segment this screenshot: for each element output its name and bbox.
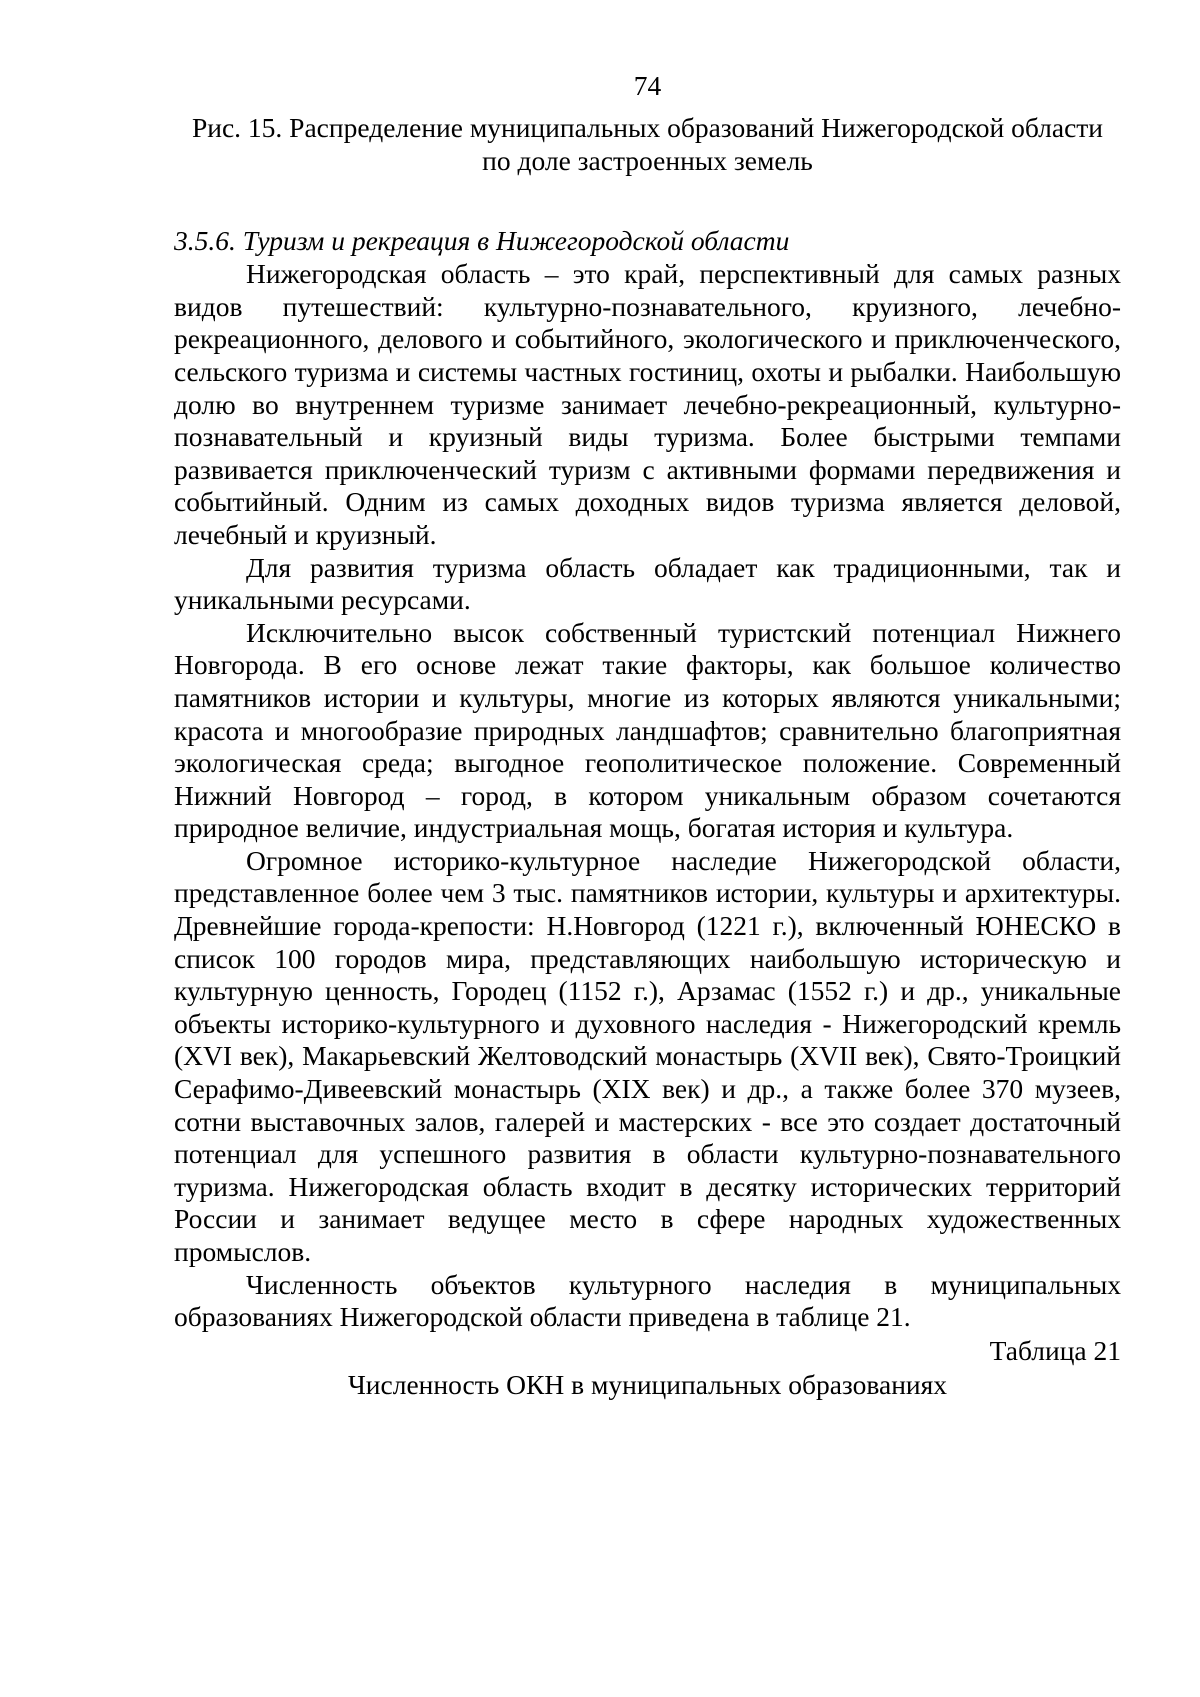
- paragraph-table-reference: Численность объектов культурного наследия в муниципальных образованиях Нижегородской области приведена в таблице 21.: [174, 1268, 1121, 1333]
- paragraph-resources: Для развития туризма область обладает как традиционными, так и уникальными ресурсами.: [174, 551, 1121, 616]
- page-number: 74: [633, 70, 662, 101]
- paragraph-cultural-heritage: Огромное историко-культурное наследие Нижегородской области, представленное более чем 3 тыс. памятников истории, культуры и архитектуры. Древнейшие города-крепости: Н.Новгород (1221 г.), включенный ЮНЕСКО в список 100 городов мира, представляющих наибольшую историческую и культурную ценность, Городец (1152 г.), Арзамас (1552 г.) и др., уникальные объекты историко-культурного и духовного наследия - Нижегородский кремль (XVI век), Макарьевский Желтоводский монастырь (XVII век), Свято-Троицкий Серафимо-Дивеевский монастырь (XIX век) и др., а также более 370 музеев, сотни выставочных залов, галерей и мастерских - все это создает достаточный потенциал для успешного развития в области культурно-познавательного туризма. Нижегородская область входит в десятку исторических территорий России и занимает ведущее место в сфере народных художественных промыслов.: [174, 844, 1121, 1267]
- figure-caption: [174, 112, 1121, 177]
- paragraph-nizhny-novgorod-potential: Исключительно высок собственный туристский потенциал Нижнего Новгорода. В его основе лежат такие факторы, как большое количество памятников истории и культуры, многие из которых являются уникальными; красота и многообразие природных ландшафтов; сравнительно благоприятная экологическая среда; выгодное геополитическое положение. Современный Нижний Новгород – город, в котором уникальным образом сочетаются природное величие, индустриальная мощь, богатая история и культура.: [174, 616, 1121, 844]
- paragraph-tourism-types: Нижегородская область – это край, перспективный для самых разных видов путешествий: культурно-познавательного, круизного, лечебно-рекреационного, делового и событийного, экологического и приключенческого, сельского туризма и системы частных гостиниц, охоты и рыбалки. Наибольшую долю во внутреннем туризме занимает лечебно-рекреационный, культурно-познавательный и круизный виды туризма. Более быстрыми темпами развивается приключенческий туризм с активными формами передвижения и событийный. Одним из самых доходных видов туризма является деловой, лечебный и круизный.: [174, 258, 1121, 550]
- figure-caption-line-1: Рис. 15. Распределение муниципальных образований Нижегородской области: [191, 112, 1104, 143]
- table-label: Таблица 21: [989, 1334, 1121, 1366]
- page-content: [174, 70, 1121, 1402]
- table-title: Численность ОКН в муниципальных образованиях: [347, 1368, 948, 1400]
- section-heading: 3.5.6. Туризм и рекреация в Нижегородской области: [174, 225, 790, 257]
- figure-caption-line-2: по доле застроенных земель: [482, 144, 813, 176]
